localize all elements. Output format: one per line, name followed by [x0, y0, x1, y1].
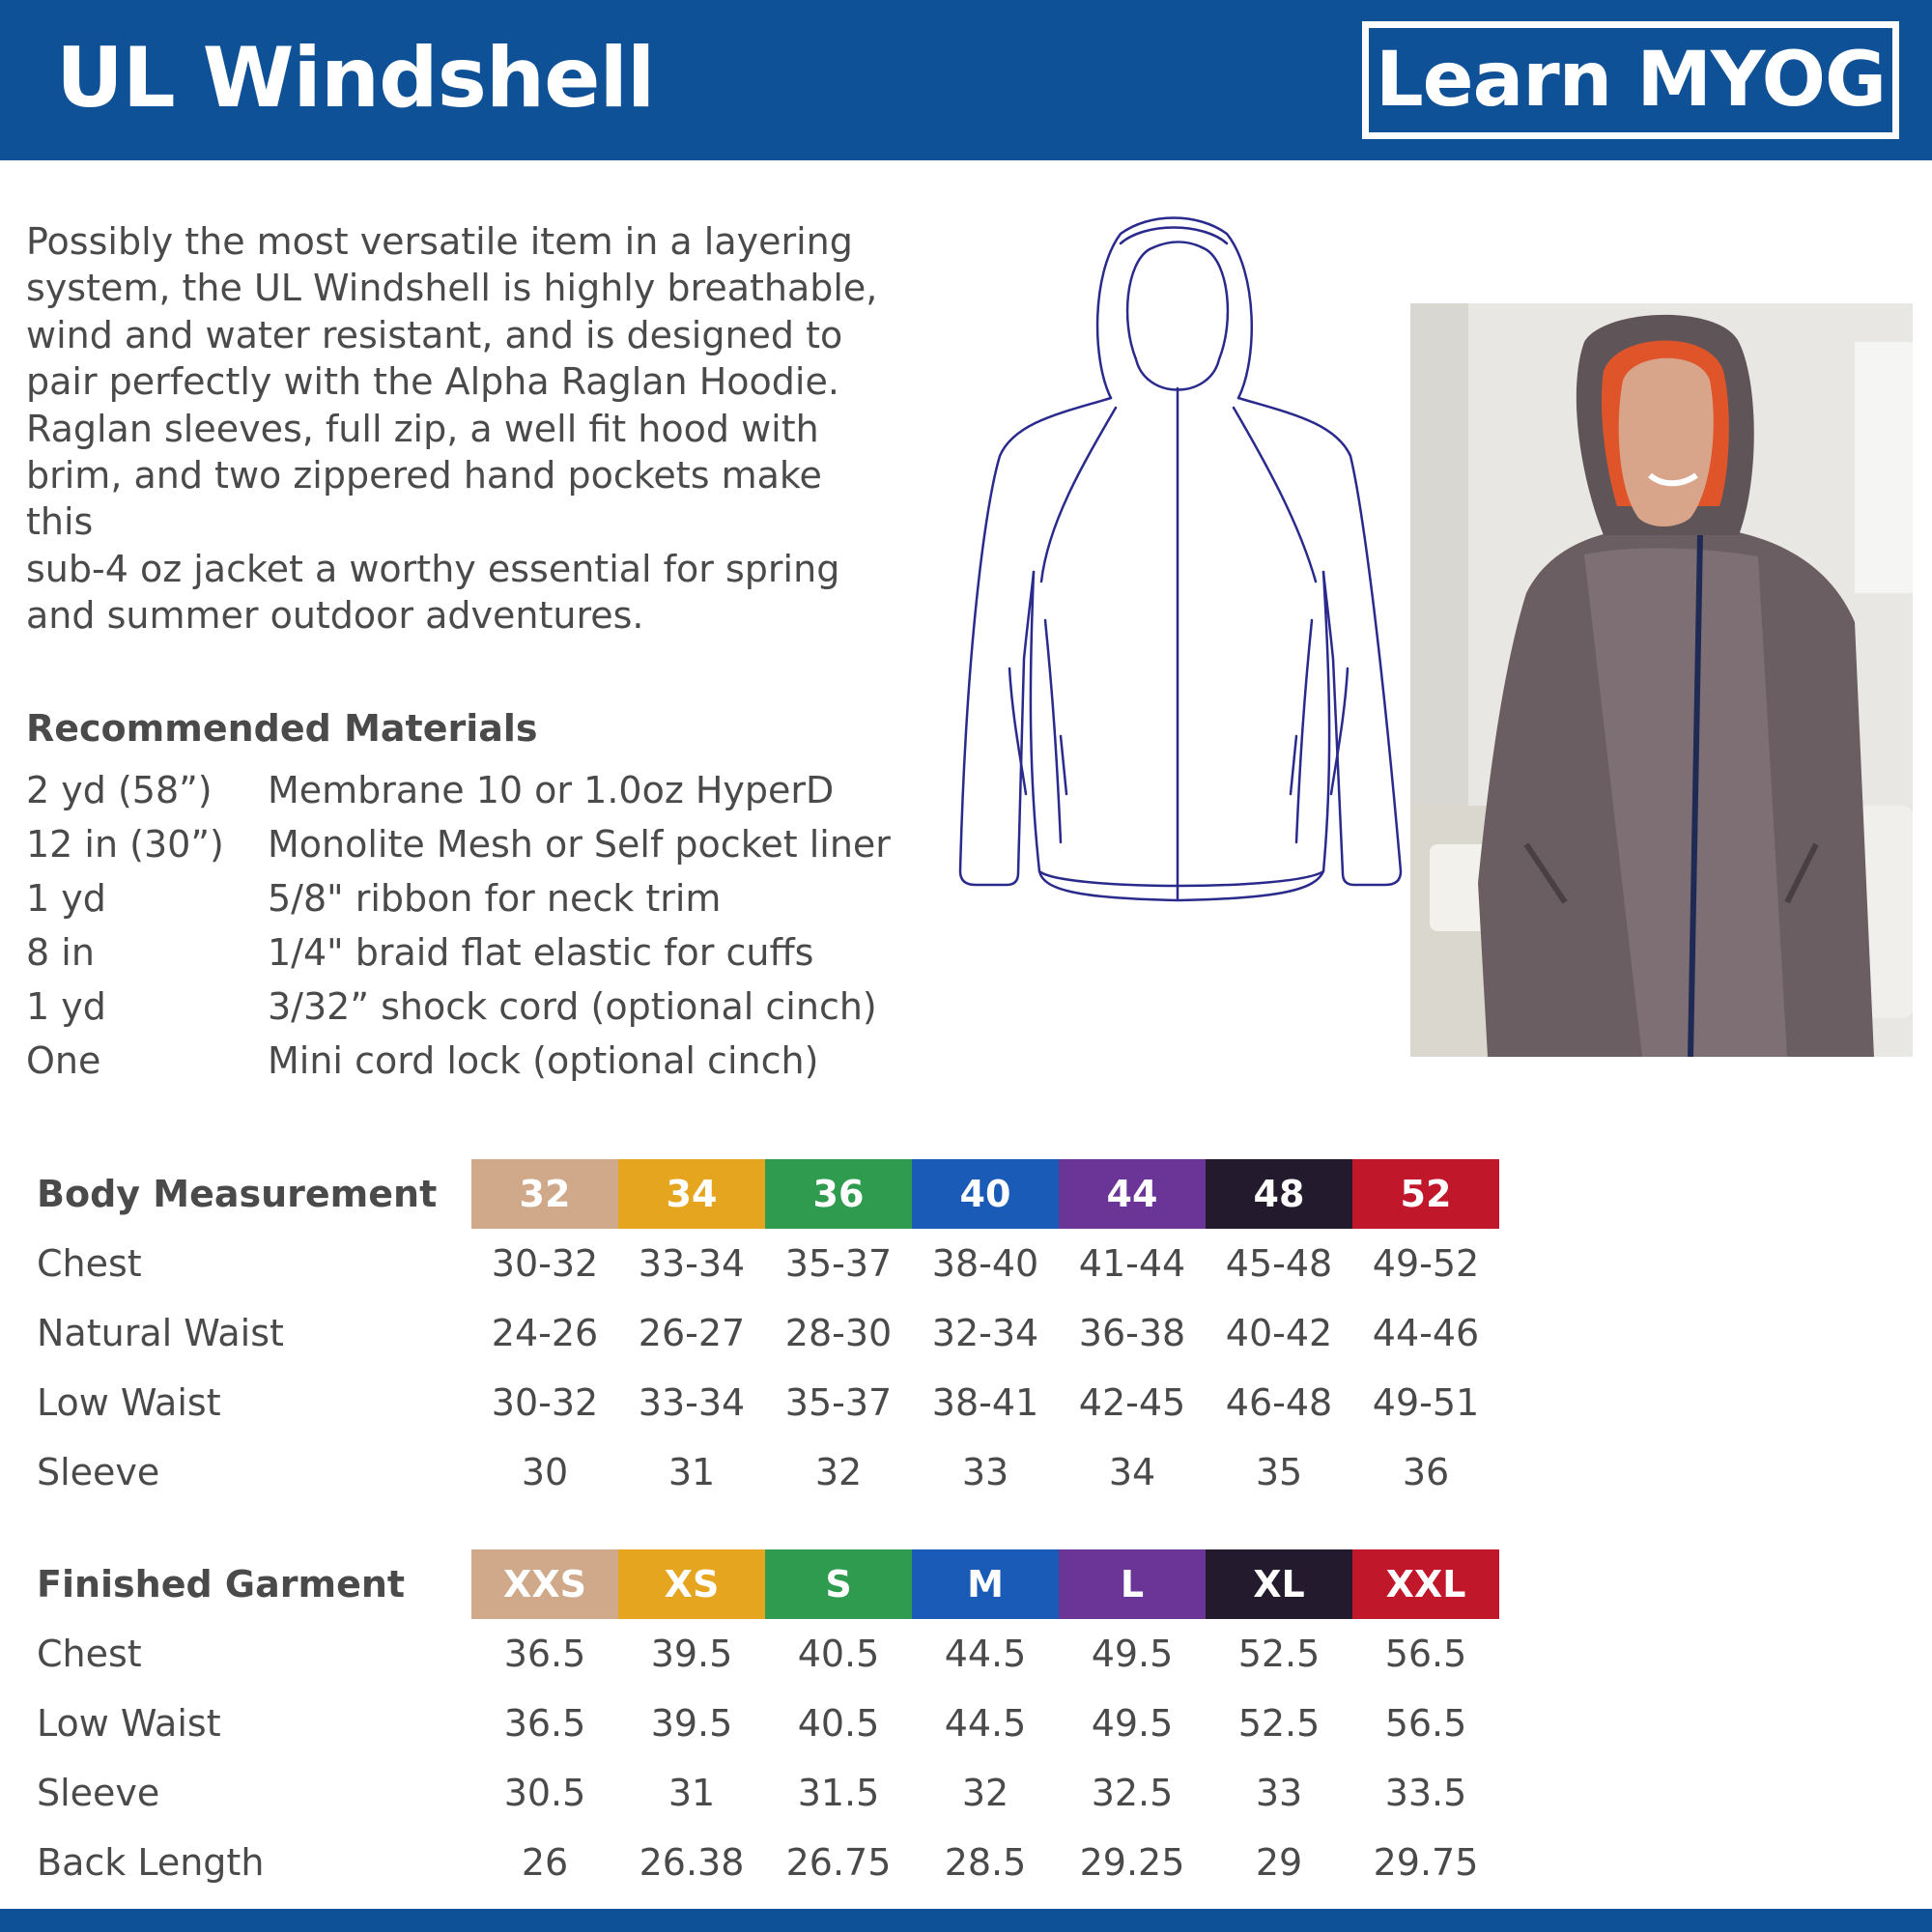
table-cell: 35 [1255, 1451, 1303, 1493]
material-desc: Mini cord lock (optional cinch) [268, 1039, 819, 1082]
table-cell: 52.5 [1237, 1633, 1321, 1675]
intro-line: and summer outdoor adventures. [26, 594, 644, 638]
table-cell: 49.5 [1091, 1702, 1174, 1745]
person-photo-icon [1410, 303, 1913, 1057]
table-cell: 40.5 [797, 1702, 880, 1745]
table-cell: 45-48 [1225, 1242, 1333, 1285]
table-cell: 49-51 [1372, 1381, 1480, 1424]
table-cell: 33-34 [638, 1381, 746, 1424]
table-title: Finished Garment [37, 1563, 406, 1605]
material-desc: 1/4" braid flat elastic for cuffs [268, 931, 814, 974]
row-label: Chest [37, 1633, 142, 1675]
table-cell: 39.5 [650, 1633, 733, 1675]
table-title: Body Measurement [37, 1173, 438, 1215]
table-cell: 49.5 [1091, 1633, 1174, 1675]
material-item [26, 763, 895, 817]
intro-paragraph [26, 218, 895, 639]
size-header-cells [471, 1549, 1499, 1619]
table-cell: 29.25 [1079, 1841, 1185, 1884]
row-label: Chest [37, 1242, 142, 1285]
table-cell: 24-26 [491, 1312, 599, 1354]
finished-garment-table [37, 1549, 1505, 1897]
table-cell: 33 [961, 1451, 1009, 1493]
material-qty: 1 yd [26, 877, 106, 920]
table-header-row [37, 1159, 1505, 1229]
table-cell: 30-32 [491, 1242, 599, 1285]
table-cell: 31.5 [797, 1772, 880, 1814]
table-row [37, 1689, 1505, 1758]
table-row [37, 1437, 1505, 1507]
table-cell: 32 [961, 1772, 1009, 1814]
table-cell: 29 [1255, 1841, 1303, 1884]
material-qty: 1 yd [26, 985, 106, 1028]
table-cell: 26.38 [639, 1841, 745, 1884]
material-item [26, 1034, 895, 1088]
size-header-cell: L [1059, 1549, 1206, 1619]
material-qty: 12 in (30”) [26, 823, 224, 866]
table-cell: 26-27 [638, 1312, 746, 1354]
table-cell: 32.5 [1091, 1772, 1174, 1814]
body-measurement-table [37, 1159, 1505, 1507]
size-header-cells [471, 1159, 1499, 1229]
size-header-cell: 52 [1352, 1159, 1499, 1229]
intro-line: wind and water resistant, and is designed to [26, 313, 843, 356]
table-cell: 44-46 [1372, 1312, 1480, 1354]
table-row [37, 1758, 1505, 1828]
table-cell: 44.5 [944, 1633, 1027, 1675]
table-cell: 36.5 [503, 1702, 586, 1745]
materials-title: Recommended Materials [26, 707, 538, 750]
table-cell: 49-52 [1372, 1242, 1480, 1285]
row-label: Sleeve [37, 1451, 160, 1493]
material-qty: 8 in [26, 931, 95, 974]
size-header-cell: XXS [471, 1549, 618, 1619]
material-qty: 2 yd (58”) [26, 769, 213, 811]
row-label: Natural Waist [37, 1312, 284, 1354]
material-item [26, 817, 895, 871]
table-cell: 29.75 [1373, 1841, 1479, 1884]
size-header-cell: XL [1206, 1549, 1352, 1619]
table-row [37, 1828, 1505, 1897]
size-header-cell: XXL [1352, 1549, 1499, 1619]
intro-line: brim, and two zippered hand pockets make this [26, 454, 822, 544]
table-cell: 30.5 [503, 1772, 586, 1814]
intro-line: pair perfectly with the Alpha Raglan Hoodie. [26, 360, 839, 404]
row-label: Low Waist [37, 1381, 221, 1424]
table-cell: 32-34 [931, 1312, 1039, 1354]
table-cell: 34 [1108, 1451, 1156, 1493]
material-item [26, 980, 895, 1034]
table-cell: 31 [668, 1772, 716, 1814]
row-label: Low Waist [37, 1702, 221, 1745]
table-cell: 36-38 [1078, 1312, 1186, 1354]
intro-line: sub-4 oz jacket a worthy essential for spring [26, 547, 840, 590]
material-desc: 3/32” shock cord (optional cinch) [268, 985, 877, 1028]
table-cell: 40-42 [1225, 1312, 1333, 1354]
table-header-row [37, 1549, 1505, 1619]
size-header-cell: 32 [471, 1159, 618, 1229]
table-cell: 38-41 [931, 1381, 1039, 1424]
size-header-cell: M [912, 1549, 1059, 1619]
table-row [37, 1368, 1505, 1437]
jacket-sketch-icon [956, 214, 1410, 910]
brand-logo-text: Learn MYOG [1375, 37, 1887, 124]
table-cell: 33 [1255, 1772, 1303, 1814]
table-cell: 26 [521, 1841, 569, 1884]
table-cell: 44.5 [944, 1702, 1027, 1745]
material-desc: Membrane 10 or 1.0oz HyperD [268, 769, 835, 811]
page-title: UL Windshell [56, 30, 655, 127]
table-cell: 28.5 [944, 1841, 1027, 1884]
size-header-cell: XS [618, 1549, 765, 1619]
size-header-cell: 36 [765, 1159, 912, 1229]
table-cell: 38-40 [931, 1242, 1039, 1285]
table-cell: 30 [521, 1451, 569, 1493]
table-cell: 28-30 [784, 1312, 893, 1354]
size-header-cell: 40 [912, 1159, 1059, 1229]
table-cell: 31 [668, 1451, 716, 1493]
table-cell: 56.5 [1384, 1702, 1467, 1745]
table-cell: 30-32 [491, 1381, 599, 1424]
table-cell: 42-45 [1078, 1381, 1186, 1424]
materials-list [26, 763, 895, 1088]
material-item [26, 925, 895, 980]
intro-line: Raglan sleeves, full zip, a well fit hood with [26, 407, 819, 450]
table-cell: 35-37 [784, 1381, 893, 1424]
table-cell: 35-37 [784, 1242, 893, 1285]
header-bar [0, 0, 1932, 160]
material-qty: One [26, 1039, 101, 1082]
row-label: Back Length [37, 1841, 265, 1884]
size-header-cell: 34 [618, 1159, 765, 1229]
intro-line: Possibly the most versatile item in a layering [26, 220, 853, 263]
table-cell: 33-34 [638, 1242, 746, 1285]
intro-line: system, the UL Windshell is highly breathable, [26, 267, 878, 310]
table-cell: 46-48 [1225, 1381, 1333, 1424]
material-desc: Monolite Mesh or Self pocket liner [268, 823, 891, 866]
footer-bar [0, 1909, 1932, 1932]
size-header-cell: 48 [1206, 1159, 1352, 1229]
table-row [37, 1229, 1505, 1298]
table-cell: 41-44 [1078, 1242, 1186, 1285]
table-row [37, 1298, 1505, 1368]
table-cell: 33.5 [1384, 1772, 1467, 1814]
size-header-cell: S [765, 1549, 912, 1619]
material-item [26, 871, 895, 925]
brand-logo [1362, 21, 1899, 139]
table-cell: 56.5 [1384, 1633, 1467, 1675]
table-row [37, 1619, 1505, 1689]
table-cell: 36.5 [503, 1633, 586, 1675]
row-label: Sleeve [37, 1772, 160, 1814]
table-cell: 39.5 [650, 1702, 733, 1745]
table-cell: 26.75 [785, 1841, 892, 1884]
table-cell: 40.5 [797, 1633, 880, 1675]
table-cell: 32 [814, 1451, 863, 1493]
table-cell: 52.5 [1237, 1702, 1321, 1745]
size-header-cell: 44 [1059, 1159, 1206, 1229]
material-desc: 5/8" ribbon for neck trim [268, 877, 722, 920]
table-cell: 36 [1402, 1451, 1450, 1493]
